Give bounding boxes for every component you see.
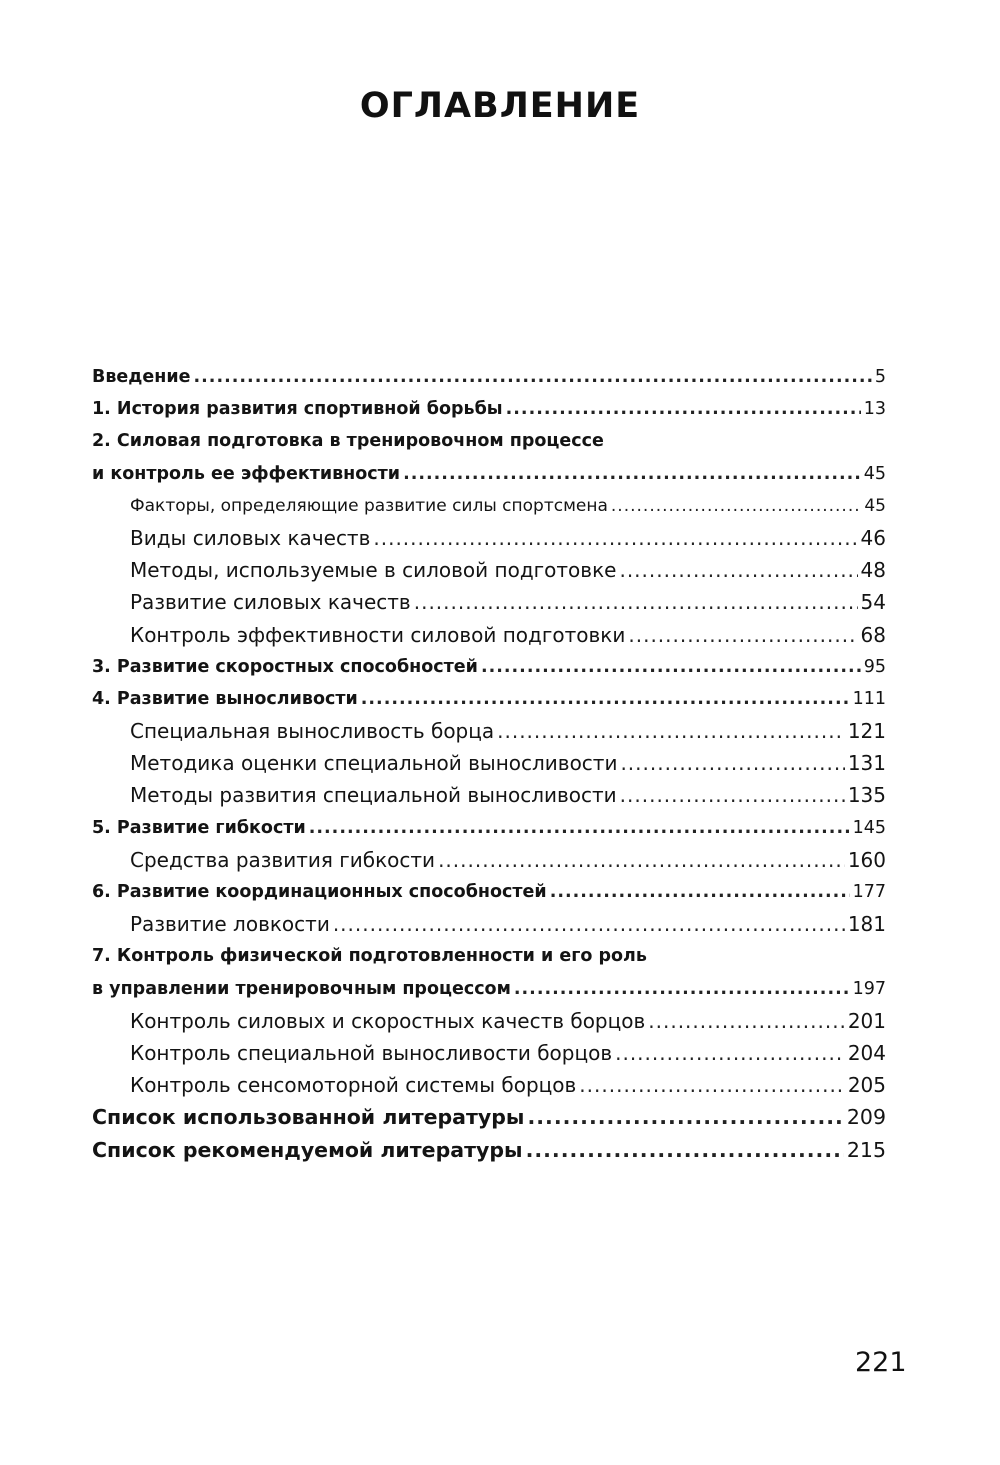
toc-entry-label: в управлении тренировочным процессом xyxy=(92,978,511,999)
dot-leader xyxy=(628,619,857,651)
toc-entry-label: 1. История развития спортивной борьбы xyxy=(92,399,503,420)
toc-entry-chapter-5[interactable] xyxy=(92,812,886,844)
toc-subentry-label: Методы развития специальной выносливости xyxy=(130,783,617,808)
toc-subentry-page: 205 xyxy=(847,1073,886,1098)
toc-subentry-label: Методика оценки специальной выносливости xyxy=(130,751,618,776)
dot-leader xyxy=(648,1005,845,1037)
dot-leader xyxy=(333,908,845,940)
dot-leader xyxy=(373,522,857,554)
toc-subentry-label: Виды силовых качеств xyxy=(130,525,371,550)
toc-subentry[interactable] xyxy=(92,619,886,651)
toc-subentry-label: Контроль силовых и скоростных качеств борцов xyxy=(130,1008,646,1033)
toc-entry-page: 111 xyxy=(852,688,886,709)
dot-leader xyxy=(403,458,861,490)
toc-entry-label: Список рекомендуемой литературы xyxy=(92,1137,523,1162)
toc-entry-references-used[interactable] xyxy=(92,1101,886,1133)
toc-entry-label: и контроль ее эффективности xyxy=(92,463,401,484)
page-title: ОГЛАВЛЕНИЕ xyxy=(359,86,641,126)
dot-leader xyxy=(361,683,850,715)
toc-entry-chapter-7[interactable] xyxy=(92,973,886,1005)
toc-entry-label: Введение xyxy=(92,367,191,387)
toc-entry-label: 6. Развитие координационных способностей xyxy=(92,882,547,902)
toc-entry-page: 13 xyxy=(863,399,886,420)
toc-entry-page: 215 xyxy=(846,1137,886,1162)
toc-subentry[interactable] xyxy=(92,747,886,779)
toc-entry-chapter-6[interactable] xyxy=(92,876,886,908)
toc-subentry-page: 135 xyxy=(847,783,886,808)
dot-leader xyxy=(620,747,844,779)
toc-entry-page: 197 xyxy=(852,978,886,999)
toc-entry-chapter-2-line1[interactable] xyxy=(92,425,886,457)
toc-subentry[interactable] xyxy=(92,1069,886,1101)
toc-entry-references-recommended[interactable] xyxy=(92,1134,886,1166)
toc-subentry-page: 160 xyxy=(847,847,886,872)
toc-subentry-page: 68 xyxy=(860,622,886,647)
toc-entry-page: 5 xyxy=(874,367,886,387)
toc-subentry[interactable] xyxy=(92,490,886,522)
toc-subentry-label: Контроль эффективности силовой подготовки xyxy=(130,622,626,647)
dot-leader xyxy=(550,876,850,908)
toc-subentry-page: 48 xyxy=(860,558,886,583)
toc-entry-page: 177 xyxy=(852,882,886,902)
toc-entry-chapter-7-line1[interactable] xyxy=(92,940,886,972)
toc-subentry[interactable] xyxy=(92,715,886,747)
page-number: 221 xyxy=(855,1347,907,1378)
dot-leader xyxy=(619,554,857,586)
dot-leader xyxy=(620,779,845,811)
dot-leader xyxy=(194,361,872,393)
toc-entry-page: 209 xyxy=(846,1105,886,1130)
dot-leader xyxy=(438,844,845,876)
toc-entry-label: Список использованной литературы xyxy=(92,1105,525,1130)
toc-entry-intro[interactable] xyxy=(92,361,886,393)
dot-leader xyxy=(611,490,861,522)
toc-entry-chapter-2[interactable] xyxy=(92,458,886,490)
toc-subentry-page: 181 xyxy=(847,912,886,937)
toc-subentry-page: 45 xyxy=(864,495,886,516)
toc-subentry[interactable] xyxy=(92,779,886,811)
toc-subentry[interactable] xyxy=(92,1005,886,1037)
toc-subentry-label: Развитие ловкости xyxy=(130,912,330,937)
table-of-contents xyxy=(92,361,886,1166)
toc-subentry[interactable] xyxy=(92,586,886,618)
dot-leader xyxy=(615,1037,845,1069)
dot-leader xyxy=(309,812,850,844)
toc-subentry-label: Средства развития гибкости xyxy=(130,847,436,872)
toc-subentry-page: 204 xyxy=(847,1040,886,1065)
toc-subentry-page: 46 xyxy=(860,525,886,550)
toc-entry-label: 7. Контроль физической подготовленности и его роль xyxy=(92,946,647,967)
toc-subentry-label: Специальная выносливость борца xyxy=(130,719,495,744)
dot-leader xyxy=(497,715,845,747)
dot-leader xyxy=(506,393,861,425)
toc-subentry[interactable] xyxy=(92,844,886,876)
toc-subentry[interactable] xyxy=(92,1037,886,1069)
toc-subentry[interactable] xyxy=(92,522,886,554)
toc-entry-label: 5. Развитие гибкости xyxy=(92,817,306,838)
toc-entry-chapter-1[interactable] xyxy=(92,393,886,425)
toc-subentry-page: 201 xyxy=(847,1008,886,1033)
dot-leader xyxy=(481,651,861,683)
toc-entry-label: 4. Развитие выносливости xyxy=(92,688,358,709)
toc-subentry-label: Развитие силовых качеств xyxy=(130,590,411,615)
dot-leader xyxy=(414,586,858,618)
toc-subentry-page: 121 xyxy=(847,719,886,744)
toc-subentry[interactable] xyxy=(92,908,886,940)
toc-subentry-label: Контроль сенсомоторной системы борцов xyxy=(130,1073,577,1098)
toc-entry-chapter-3[interactable] xyxy=(92,651,886,683)
dot-leader xyxy=(526,1134,844,1166)
toc-entry-chapter-4[interactable] xyxy=(92,683,886,715)
toc-subentry-label: Контроль специальной выносливости борцов xyxy=(130,1040,613,1065)
toc-entry-page: 145 xyxy=(852,817,886,838)
dot-leader xyxy=(514,973,850,1005)
toc-subentry-page: 131 xyxy=(847,751,886,776)
dot-leader xyxy=(579,1069,845,1101)
dot-leader xyxy=(527,1101,843,1133)
toc-entry-label: 2. Силовая подготовка в тренировочном процессе xyxy=(92,431,604,452)
toc-subentry-label: Методы, используемые в силовой подготовке xyxy=(130,558,617,583)
toc-entry-label: 3. Развитие скоростных способностей xyxy=(92,656,478,677)
toc-subentry[interactable] xyxy=(92,554,886,586)
toc-entry-page: 45 xyxy=(863,463,886,484)
toc-subentry-label: Факторы, определяющие развитие силы спортсмена xyxy=(130,495,608,516)
toc-entry-page: 95 xyxy=(863,656,886,677)
toc-subentry-page: 54 xyxy=(860,590,886,615)
